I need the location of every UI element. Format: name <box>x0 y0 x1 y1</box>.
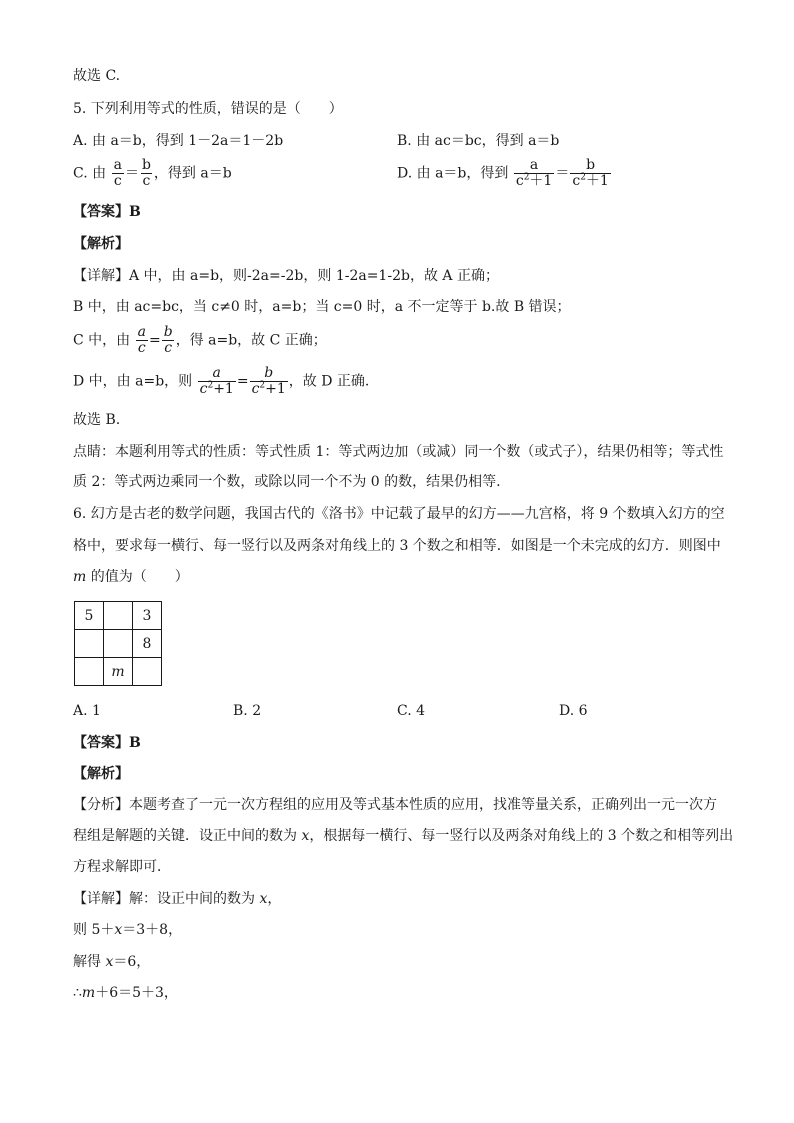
cell <box>104 630 133 658</box>
detail-c: C 中，由 $\frac{a}{c}$ = $\frac{b}{c}$ ，得 a=b，故 C 正确； <box>73 324 327 356</box>
cell <box>133 658 162 686</box>
q5-option-c: C. 由 $\frac{a}{c}$ ＝ $\frac{b}{c}$ ，得到 a＝b <box>73 157 232 189</box>
detail-a: 【详解】A 中，由 a=b，则-2a=-2b，则 1-2a=1-2b，故 A 正确； <box>73 268 499 284</box>
fraction: $\frac{b}{c}$ <box>141 157 151 189</box>
fraction: $\frac{b}{c}$ <box>163 324 173 356</box>
q6-options <box>73 701 713 721</box>
magic-square <box>74 601 162 686</box>
fraction: $\frac{a}{c}$ <box>113 157 122 189</box>
cell: m <box>104 658 133 686</box>
analysis-text-3: 方程求解即可． <box>73 859 171 875</box>
cell <box>104 602 133 630</box>
q6-option-c: C. 4 <box>397 703 426 719</box>
cell: 3 <box>133 602 162 630</box>
detail-b: B 中，由 ac=bc，当 c≠0 时，a=b；当 c=0 时，a 不一定等于 b.故 B 错误； <box>73 299 571 315</box>
equation-2: 解得 x＝6， <box>73 954 151 970</box>
q6-option-b: B. 2 <box>233 703 262 719</box>
tip-line-2: 质 2：等式两边乘同一个数，或除以同一个不为 0 的数，结果仍相等. <box>73 474 501 490</box>
fraction: $\frac{b}{c^2+1}$ <box>572 157 609 189</box>
text-line: 故选 C. <box>73 68 121 84</box>
answer-5: 【答案】B <box>73 204 141 220</box>
equation-3: ∴m＋6＝5＋3， <box>73 985 178 1001</box>
cell <box>75 658 104 686</box>
solution-intro: 【详解】解：设正中间的数为 x， <box>73 891 282 907</box>
question-5: 5. 下列利用等式的性质，错误的是（ ） <box>73 101 343 117</box>
detail-d: D 中，由 a=b，则 $\frac{a}{c^2+1}$ = $\frac{b}{c^2+1}$ ，故 D 正确. <box>73 365 370 397</box>
q6-option-a: A. 1 <box>73 703 101 719</box>
question-6-line-1: 6. 幻方是古老的数学问题，我国古代的《洛书》中记载了最早的幻方——九宫格，将 9 个数填入幻方的空 <box>73 506 725 522</box>
q6-option-d: D. 6 <box>559 703 588 719</box>
answer-6: 【答案】B <box>73 735 141 751</box>
select-b: 故选 B. <box>73 412 121 428</box>
fraction: $\frac{b}{c^2+1}$ <box>251 365 286 397</box>
analysis-text-1: 【分析】本题考查了一元一次方程组的应用及等式基本性质的应用，找准等量关系，正确列出一元一次方 <box>73 797 717 813</box>
text: ，得到 a＝b <box>153 165 232 182</box>
text: C. 由 <box>73 165 107 182</box>
text: D. 由 a＝b，得到 <box>397 165 509 182</box>
cell: 5 <box>75 602 104 630</box>
cell: 8 <box>133 630 162 658</box>
cell <box>75 630 104 658</box>
equation-1: 则 5＋x＝3＋8， <box>73 922 183 938</box>
question-6-line-2: 格中，要求每一横行、每一竖行以及两条对角线上的 3 个数之和相等．如图是一个未完成的幻方．则图中 <box>73 538 721 554</box>
q5-option-b: B. 由 ac＝bc，得到 a＝b <box>397 133 560 149</box>
fraction: $\frac{a}{c^2+1}$ <box>199 365 234 397</box>
fraction: $\frac{a}{c}$ <box>137 324 146 356</box>
q5-option-d: D. 由 a＝b，得到 $\frac{a}{c^2+1}$ ＝ $\frac{b}{c^2+1}$ <box>397 157 609 189</box>
analysis-6: 【解析】 <box>73 766 129 782</box>
analysis-text-2: 程组是解题的关键．设正中间的数为 x，根据每一横行、每一竖行以及两条对角线上的 3 个数之和相等列出 <box>73 828 734 844</box>
q5-option-a: A. 由 a＝b，得到 1－2a＝1－2b <box>73 133 284 149</box>
analysis-5: 【解析】 <box>73 236 129 252</box>
fraction: $\frac{a}{c^2+1}$ <box>515 157 553 189</box>
tip-line-1: 点睛：本题利用等式的性质：等式性质 1：等式两边加（或减）同一个数（或式子），结果仍相等；等式性 <box>73 444 724 460</box>
question-6-line-3: m 的值为（ ） <box>73 569 189 585</box>
